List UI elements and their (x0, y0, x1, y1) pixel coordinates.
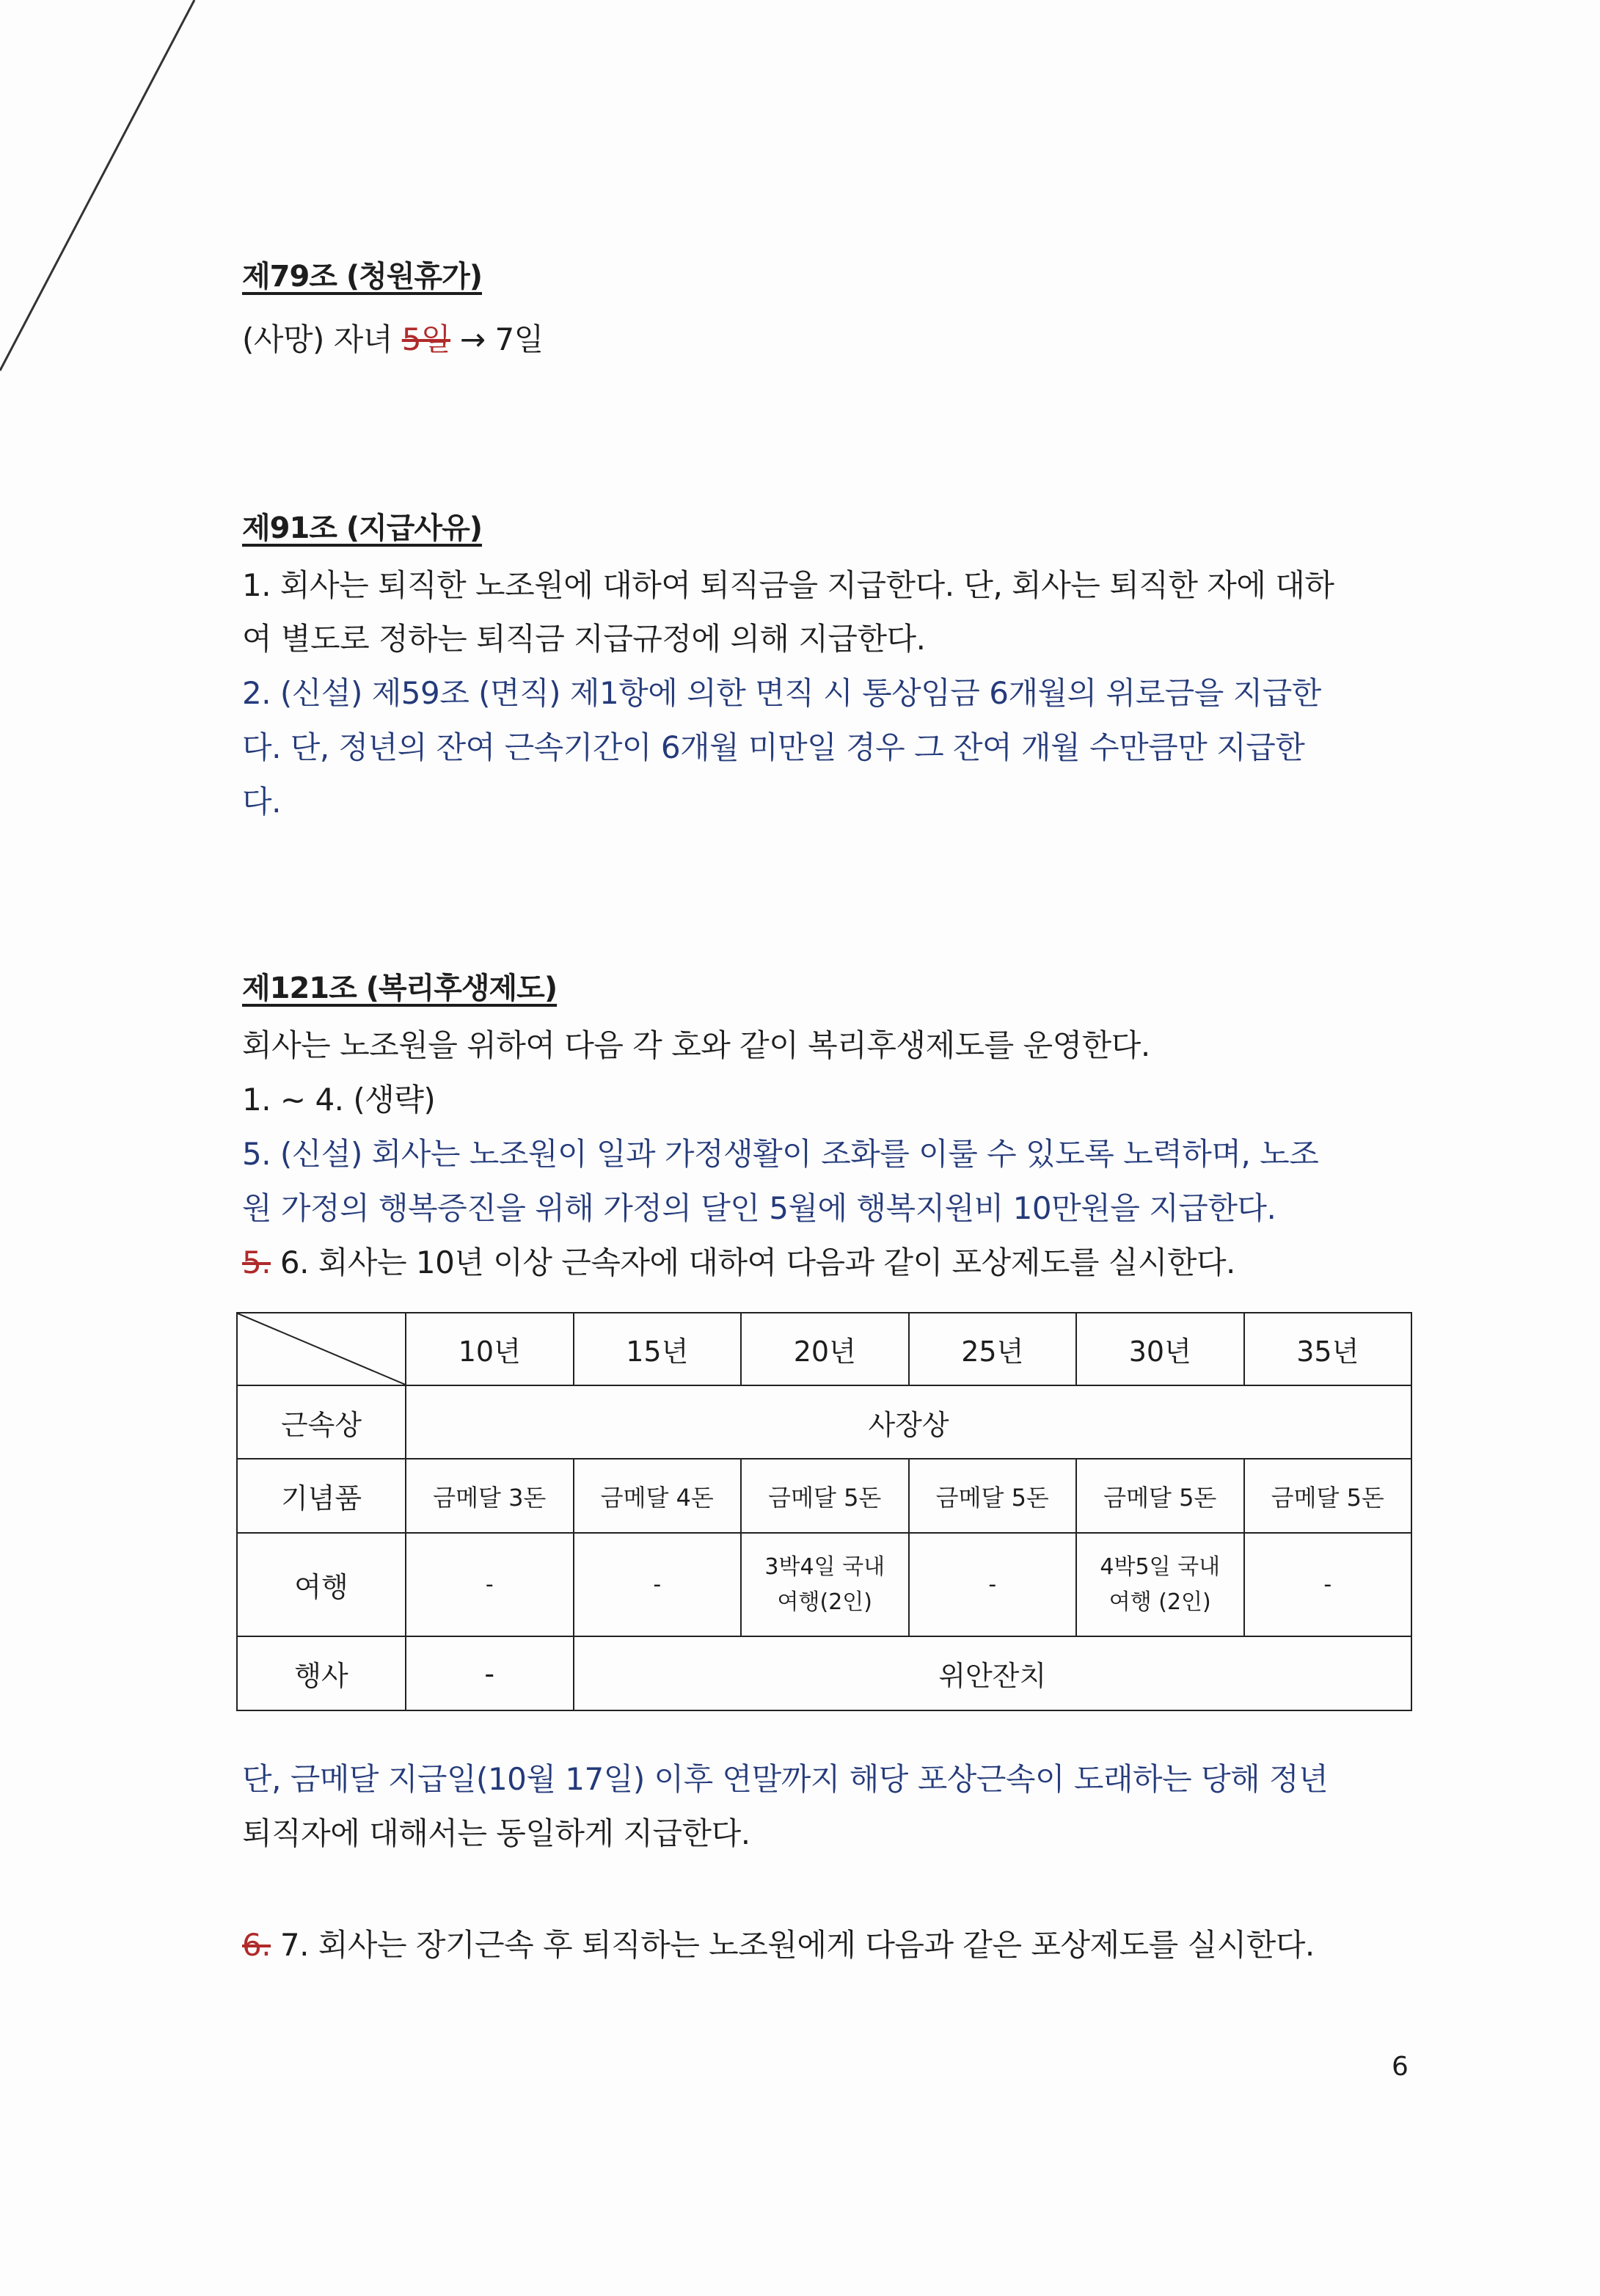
article91-heading: 제91조 (지급사유) (242, 511, 482, 545)
item7-deleted-number: 6. (242, 1927, 271, 1963)
gift-cell: 금메달 4돈 (574, 1459, 742, 1533)
row-label: 기념품 (237, 1459, 406, 1533)
year-header: 20년 (741, 1313, 909, 1385)
table-header-row (237, 1313, 1411, 1385)
table-row-event (237, 1636, 1411, 1710)
long-service-award-table (236, 1312, 1412, 1711)
article121-item5-line2: 원 가정의 행복증진을 위해 가정의 달인 5월에 행복지원비 10만원을 지급한다. (242, 1190, 1276, 1226)
article121-items-1-4: 1. ~ 4. (생략) (242, 1082, 436, 1118)
article79-deleted: 5일 (401, 321, 451, 357)
article79-prefix: (사망) 자녀 (242, 321, 402, 357)
year-header: 10년 (406, 1313, 574, 1385)
article79-new: → 7일 (450, 321, 544, 357)
article91-p2-line1: 2. (신설) 제59조 (면직) 제1항에 의한 면직 시 통상임금 6개월의 위로금을 지급한 (242, 675, 1321, 711)
trip-cell: - (909, 1533, 1077, 1636)
service-award-value: 사장상 (406, 1385, 1411, 1459)
row-label: 여행 (237, 1533, 406, 1636)
item7-text: 7. 회사는 장기근속 후 퇴직하는 노조원에게 다음과 같은 포상제도를 실시한다. (271, 1927, 1315, 1963)
event-cell-merged: 위안잔치 (574, 1636, 1412, 1710)
article121-item7 (242, 1921, 1315, 1965)
page-number: 6 (1392, 2052, 1409, 2082)
row-label: 근속상 (237, 1385, 406, 1459)
article91-p2-line3: 다. (242, 784, 281, 820)
gift-cell: 금메달 5돈 (1076, 1459, 1244, 1533)
trip-cell: - (406, 1533, 574, 1636)
article121-item6 (242, 1239, 1235, 1283)
article121-intro: 회사는 노조원을 위하여 다음 각 호와 같이 복리후생제도를 운영한다. (242, 1027, 1150, 1063)
year-header: 30년 (1076, 1313, 1244, 1385)
article121-note-line2: 퇴직자에 대해서는 동일하게 지급한다. (242, 1815, 750, 1851)
table-row-gift (237, 1459, 1411, 1533)
gift-cell: 금메달 3돈 (406, 1459, 574, 1533)
article121-note-line1: 단, 금메달 지급일(10월 17일) 이후 연말까지 해당 포상근속이 도래하는 당해 정년 (242, 1761, 1329, 1797)
scan-edge-line (0, 0, 220, 382)
year-header: 15년 (574, 1313, 742, 1385)
table-corner-cell (237, 1313, 406, 1385)
article91-p2-line2: 다. 단, 정년의 잔여 근속기간이 6개월 미만일 경우 그 잔여 개월 수만큼만 지급한 (242, 729, 1305, 765)
gift-cell: 금메달 5돈 (741, 1459, 909, 1533)
trip-cell: 4박5일 국내 여행 (2인) (1076, 1533, 1244, 1636)
table-row-trip (237, 1533, 1411, 1636)
trip-cell: 3박4일 국내 여행(2인) (741, 1533, 909, 1636)
gift-cell: 금메달 5돈 (909, 1459, 1077, 1533)
item6-text: 6. 회사는 10년 이상 근속자에 대하여 다음과 같이 포상제도를 실시한다. (271, 1244, 1235, 1280)
event-cell: - (406, 1636, 574, 1710)
article79-heading: 제79조 (청원휴가) (242, 260, 482, 294)
article79-line (242, 316, 544, 360)
row-label: 행사 (237, 1636, 406, 1710)
year-header: 35년 (1244, 1313, 1412, 1385)
article91-p1-line1: 1. 회사는 퇴직한 노조원에 대하여 퇴직금을 지급한다. 단, 회사는 퇴직한 자에 대하 (242, 567, 1334, 603)
year-header: 25년 (909, 1313, 1077, 1385)
trip-cell: - (1244, 1533, 1412, 1636)
article91-p1-line2: 여 별도로 정하는 퇴직금 지급규정에 의해 지급한다. (242, 621, 926, 657)
table-row-service-award (237, 1385, 1411, 1459)
gift-cell: 금메달 5돈 (1244, 1459, 1412, 1533)
diagonal-line (238, 1313, 405, 1385)
trip-cell: - (574, 1533, 742, 1636)
article121-item5-line1: 5. (신설) 회사는 노조원이 일과 가정생활이 조화를 이룰 수 있도록 노력하며, 노조 (242, 1136, 1319, 1172)
article121-heading: 제121조 (복리후생제도) (242, 972, 558, 1005)
item6-deleted-number: 5. (242, 1244, 271, 1280)
